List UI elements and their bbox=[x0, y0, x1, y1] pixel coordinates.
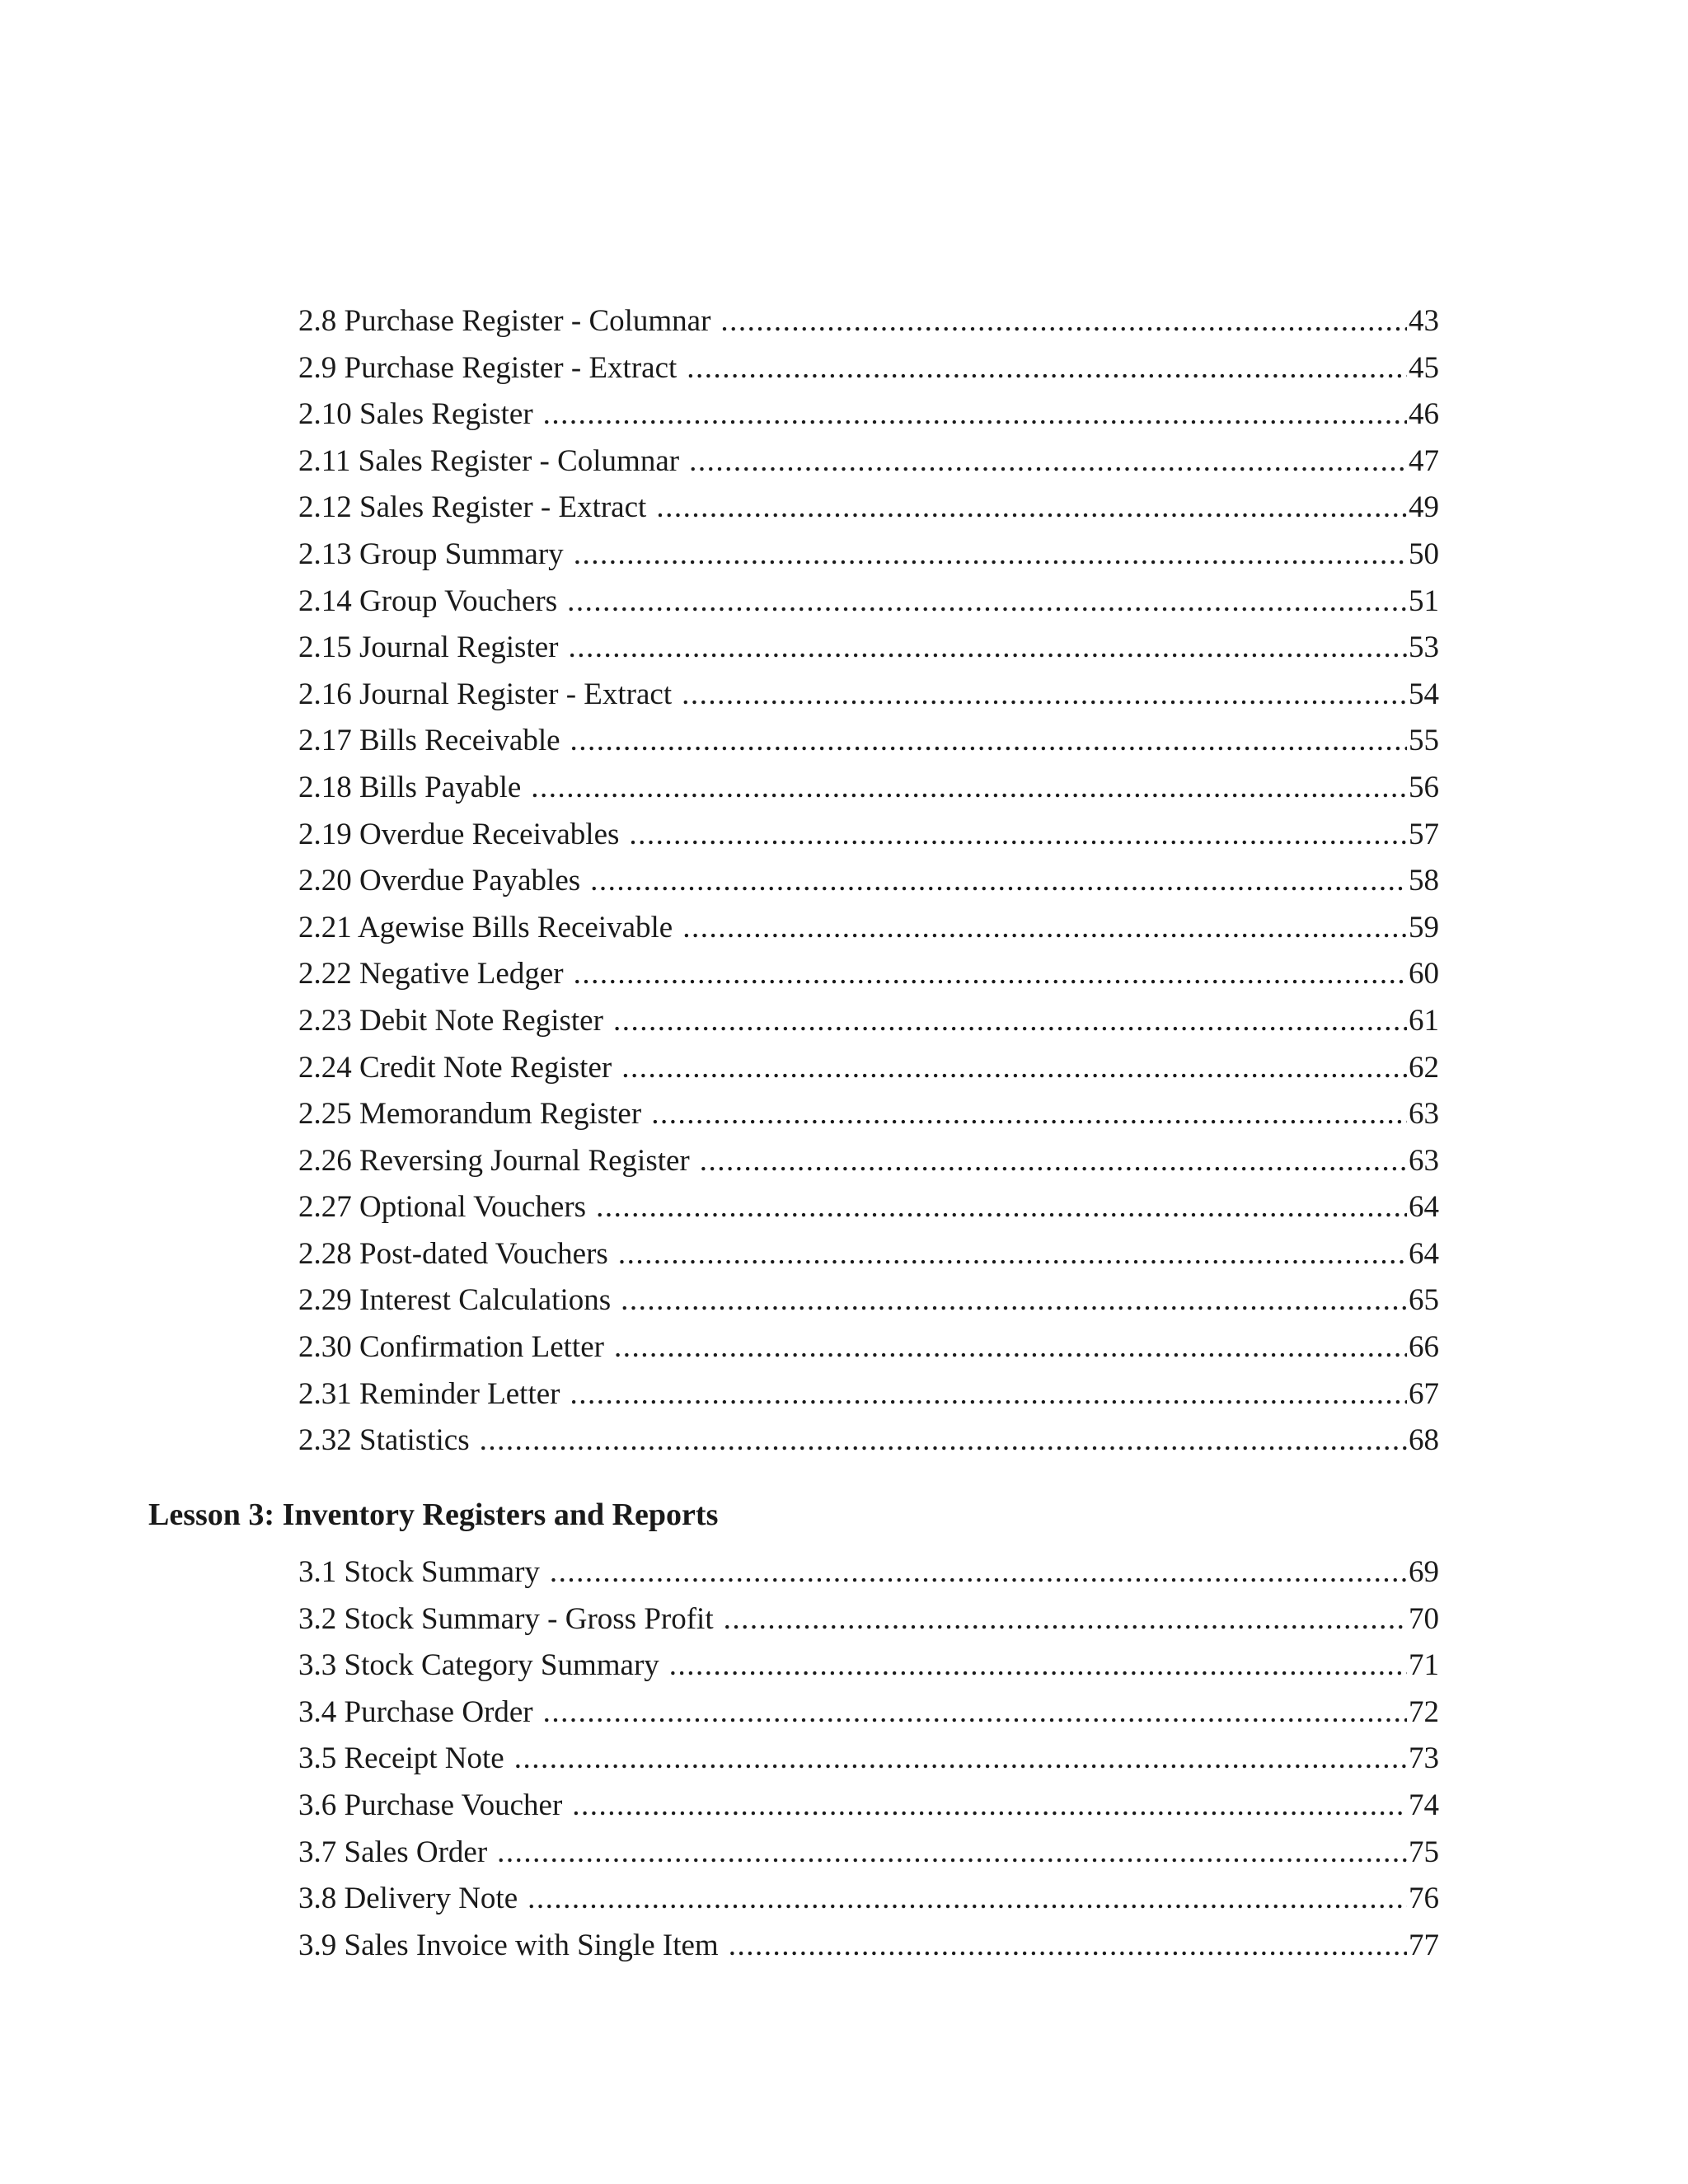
dot-leader bbox=[480, 1418, 1407, 1465]
toc-entry-page-number: 64 bbox=[1409, 1236, 1439, 1271]
toc-entry-page-number: 55 bbox=[1409, 724, 1439, 758]
toc-entry-page-number: 51 bbox=[1409, 583, 1439, 618]
toc-entry[interactable] bbox=[298, 812, 1439, 859]
dot-leader bbox=[700, 1138, 1407, 1185]
toc-entry-title: 2.22 Negative Ledger bbox=[298, 957, 564, 991]
toc-entry-title: 2.13 Group Summary bbox=[298, 537, 564, 571]
toc-entry-title: 2.16 Journal Register - Extract bbox=[298, 677, 673, 711]
toc-entry-title: 2.31 Reminder Letter bbox=[298, 1376, 560, 1411]
toc-entry[interactable] bbox=[298, 1596, 1439, 1643]
lesson-3-heading: Lesson 3: Inventory Registers and Reports bbox=[148, 1497, 719, 1532]
toc-entry[interactable] bbox=[298, 858, 1439, 905]
toc-entry-page-number: 62 bbox=[1409, 1050, 1439, 1085]
toc-entry-title: 2.15 Journal Register bbox=[298, 630, 559, 665]
toc-entry[interactable] bbox=[298, 1418, 1439, 1465]
toc-entry-title: 3.4 Purchase Order bbox=[298, 1694, 533, 1729]
dot-leader bbox=[596, 1184, 1407, 1231]
toc-entry-page-number: 58 bbox=[1409, 864, 1439, 898]
toc-entry-title: 3.2 Stock Summary - Gross Profit bbox=[298, 1601, 714, 1636]
toc-entry-title: 2.12 Sales Register - Extract bbox=[298, 490, 647, 525]
toc-entry-page-number: 74 bbox=[1409, 1788, 1439, 1822]
dot-leader bbox=[720, 298, 1407, 345]
dot-leader bbox=[629, 812, 1407, 859]
toc-entry[interactable] bbox=[298, 998, 1439, 1045]
dot-leader bbox=[590, 858, 1407, 905]
toc-entry[interactable] bbox=[298, 438, 1439, 485]
toc-entry[interactable] bbox=[298, 391, 1439, 438]
toc-entry[interactable] bbox=[298, 1045, 1439, 1092]
toc-entry-title: 2.10 Sales Register bbox=[298, 397, 533, 432]
toc-entry-page-number: 72 bbox=[1409, 1694, 1439, 1729]
toc-entry-title: 2.21 Agewise Bills Receivable bbox=[298, 910, 673, 944]
dot-leader bbox=[618, 1231, 1407, 1278]
toc-entry-title: 2.26 Reversing Journal Register bbox=[298, 1143, 690, 1178]
toc-entry-title: 2.9 Purchase Register - Extract bbox=[298, 350, 678, 385]
toc-entry-page-number: 67 bbox=[1409, 1376, 1439, 1411]
toc-entry[interactable] bbox=[298, 1923, 1439, 1970]
dot-leader bbox=[729, 1923, 1407, 1970]
toc-entry-title: 2.28 Post-dated Vouchers bbox=[298, 1236, 608, 1271]
toc-entry[interactable] bbox=[298, 532, 1439, 579]
dot-leader bbox=[567, 579, 1407, 626]
dot-leader bbox=[528, 1876, 1407, 1923]
dot-leader bbox=[669, 1643, 1407, 1690]
dot-leader bbox=[613, 998, 1407, 1045]
toc-entry-title: 2.20 Overdue Payables bbox=[298, 864, 581, 898]
toc-entry-page-number: 63 bbox=[1409, 1143, 1439, 1178]
toc-entry-title: 3.8 Delivery Note bbox=[298, 1882, 518, 1916]
toc-entry-page-number: 45 bbox=[1409, 350, 1439, 385]
toc-entry-page-number: 68 bbox=[1409, 1423, 1439, 1458]
toc-entry[interactable] bbox=[298, 1549, 1439, 1596]
toc-entry-page-number: 75 bbox=[1409, 1835, 1439, 1869]
toc-entry-title: 3.7 Sales Order bbox=[298, 1835, 488, 1869]
toc-entry[interactable] bbox=[298, 1324, 1439, 1371]
toc-entry-page-number: 49 bbox=[1409, 490, 1439, 525]
toc-entry[interactable] bbox=[298, 1643, 1439, 1690]
toc-entry[interactable] bbox=[298, 1091, 1439, 1138]
toc-entry[interactable] bbox=[298, 672, 1439, 719]
toc-entry[interactable] bbox=[298, 579, 1439, 626]
toc-entry-page-number: 59 bbox=[1409, 910, 1439, 944]
toc-entry-page-number: 46 bbox=[1409, 397, 1439, 432]
toc-entry-page-number: 77 bbox=[1409, 1928, 1439, 1962]
toc-entry[interactable] bbox=[298, 1138, 1439, 1185]
toc-entry-page-number: 57 bbox=[1409, 817, 1439, 851]
toc-entry-page-number: 63 bbox=[1409, 1097, 1439, 1132]
toc-entry-page-number: 54 bbox=[1409, 677, 1439, 711]
dot-leader bbox=[572, 1783, 1407, 1830]
dot-leader bbox=[656, 485, 1407, 532]
toc-entry-page-number: 66 bbox=[1409, 1330, 1439, 1365]
dot-leader bbox=[570, 1371, 1407, 1418]
toc-entry[interactable] bbox=[298, 1231, 1439, 1278]
dot-leader bbox=[682, 672, 1407, 719]
dot-leader bbox=[689, 438, 1407, 485]
lesson-3-toc-list bbox=[298, 1549, 1439, 1969]
dot-leader bbox=[614, 1324, 1407, 1371]
toc-entry-page-number: 50 bbox=[1409, 537, 1439, 571]
toc-entry-page-number: 53 bbox=[1409, 630, 1439, 665]
toc-entry-title: 2.30 Confirmation Letter bbox=[298, 1330, 604, 1365]
toc-entry[interactable] bbox=[298, 1371, 1439, 1418]
dot-leader bbox=[574, 951, 1407, 998]
toc-entry-page-number: 69 bbox=[1409, 1555, 1439, 1589]
toc-entry[interactable] bbox=[298, 625, 1439, 672]
toc-entry-page-number: 60 bbox=[1409, 957, 1439, 991]
dot-leader bbox=[621, 1277, 1407, 1324]
toc-entry-title: 2.8 Purchase Register - Columnar bbox=[298, 304, 711, 338]
toc-entry[interactable] bbox=[298, 905, 1439, 952]
toc-entry-title: 3.1 Stock Summary bbox=[298, 1555, 540, 1589]
toc-entry-title: 2.25 Memorandum Register bbox=[298, 1097, 642, 1132]
toc-entry-page-number: 70 bbox=[1409, 1601, 1439, 1636]
dot-leader bbox=[543, 1690, 1407, 1736]
toc-entry-title: 2.17 Bills Receivable bbox=[298, 724, 560, 758]
toc-entry-title: 2.24 Credit Note Register bbox=[298, 1050, 612, 1085]
toc-entry[interactable] bbox=[298, 298, 1439, 345]
dot-leader bbox=[687, 345, 1407, 392]
dot-leader bbox=[543, 391, 1407, 438]
toc-entry-page-number: 43 bbox=[1409, 304, 1439, 338]
toc-entry[interactable] bbox=[298, 1690, 1439, 1736]
dot-leader bbox=[568, 625, 1407, 672]
dot-leader bbox=[550, 1549, 1407, 1596]
dot-leader bbox=[574, 532, 1407, 579]
toc-entry[interactable] bbox=[298, 1736, 1439, 1783]
section-2-toc-list bbox=[298, 298, 1439, 1465]
toc-entry-page-number: 65 bbox=[1409, 1283, 1439, 1318]
toc-entry[interactable] bbox=[298, 1830, 1439, 1877]
toc-entry-title: 2.29 Interest Calculations bbox=[298, 1283, 612, 1318]
toc-entry[interactable] bbox=[298, 765, 1439, 812]
toc-entry[interactable] bbox=[298, 345, 1439, 392]
dot-leader bbox=[497, 1830, 1407, 1877]
toc-entry-title: 2.14 Group Vouchers bbox=[298, 583, 558, 618]
toc-entry-title: 2.11 Sales Register - Columnar bbox=[298, 443, 680, 478]
toc-entry-title: 2.32 Statistics bbox=[298, 1423, 470, 1458]
dot-leader bbox=[531, 765, 1407, 812]
toc-entry-title: 3.5 Receipt Note bbox=[298, 1741, 504, 1776]
toc-entry-page-number: 73 bbox=[1409, 1741, 1439, 1776]
toc-entry[interactable] bbox=[298, 1277, 1439, 1324]
toc-entry-title: 2.27 Optional Vouchers bbox=[298, 1190, 587, 1225]
toc-entry-page-number: 47 bbox=[1409, 443, 1439, 478]
toc-entry[interactable] bbox=[298, 1783, 1439, 1830]
toc-entry-page-number: 64 bbox=[1409, 1190, 1439, 1225]
toc-entry[interactable] bbox=[298, 718, 1439, 765]
toc-entry-page-number: 76 bbox=[1409, 1882, 1439, 1916]
dot-leader bbox=[514, 1736, 1407, 1783]
toc-entry-title: 2.19 Overdue Receivables bbox=[298, 817, 620, 851]
dot-leader bbox=[570, 718, 1407, 765]
toc-entry-page-number: 61 bbox=[1409, 1003, 1439, 1038]
toc-entry-title: 3.3 Stock Category Summary bbox=[298, 1648, 659, 1683]
dot-leader bbox=[724, 1596, 1407, 1643]
toc-entry-page-number: 71 bbox=[1409, 1648, 1439, 1683]
dot-leader bbox=[651, 1091, 1407, 1138]
dot-leader bbox=[682, 905, 1407, 952]
toc-entry-title: 2.23 Debit Note Register bbox=[298, 1003, 603, 1038]
toc-entry[interactable] bbox=[298, 951, 1439, 998]
toc-entry-page-number: 56 bbox=[1409, 770, 1439, 804]
dot-leader bbox=[621, 1045, 1407, 1092]
toc-entry[interactable] bbox=[298, 485, 1439, 532]
toc-entry[interactable] bbox=[298, 1876, 1439, 1923]
toc-entry-title: 3.9 Sales Invoice with Single Item bbox=[298, 1928, 719, 1962]
toc-entry-title: 3.6 Purchase Voucher bbox=[298, 1788, 563, 1822]
toc-entry[interactable] bbox=[298, 1184, 1439, 1231]
toc-entry-title: 2.18 Bills Payable bbox=[298, 770, 522, 804]
